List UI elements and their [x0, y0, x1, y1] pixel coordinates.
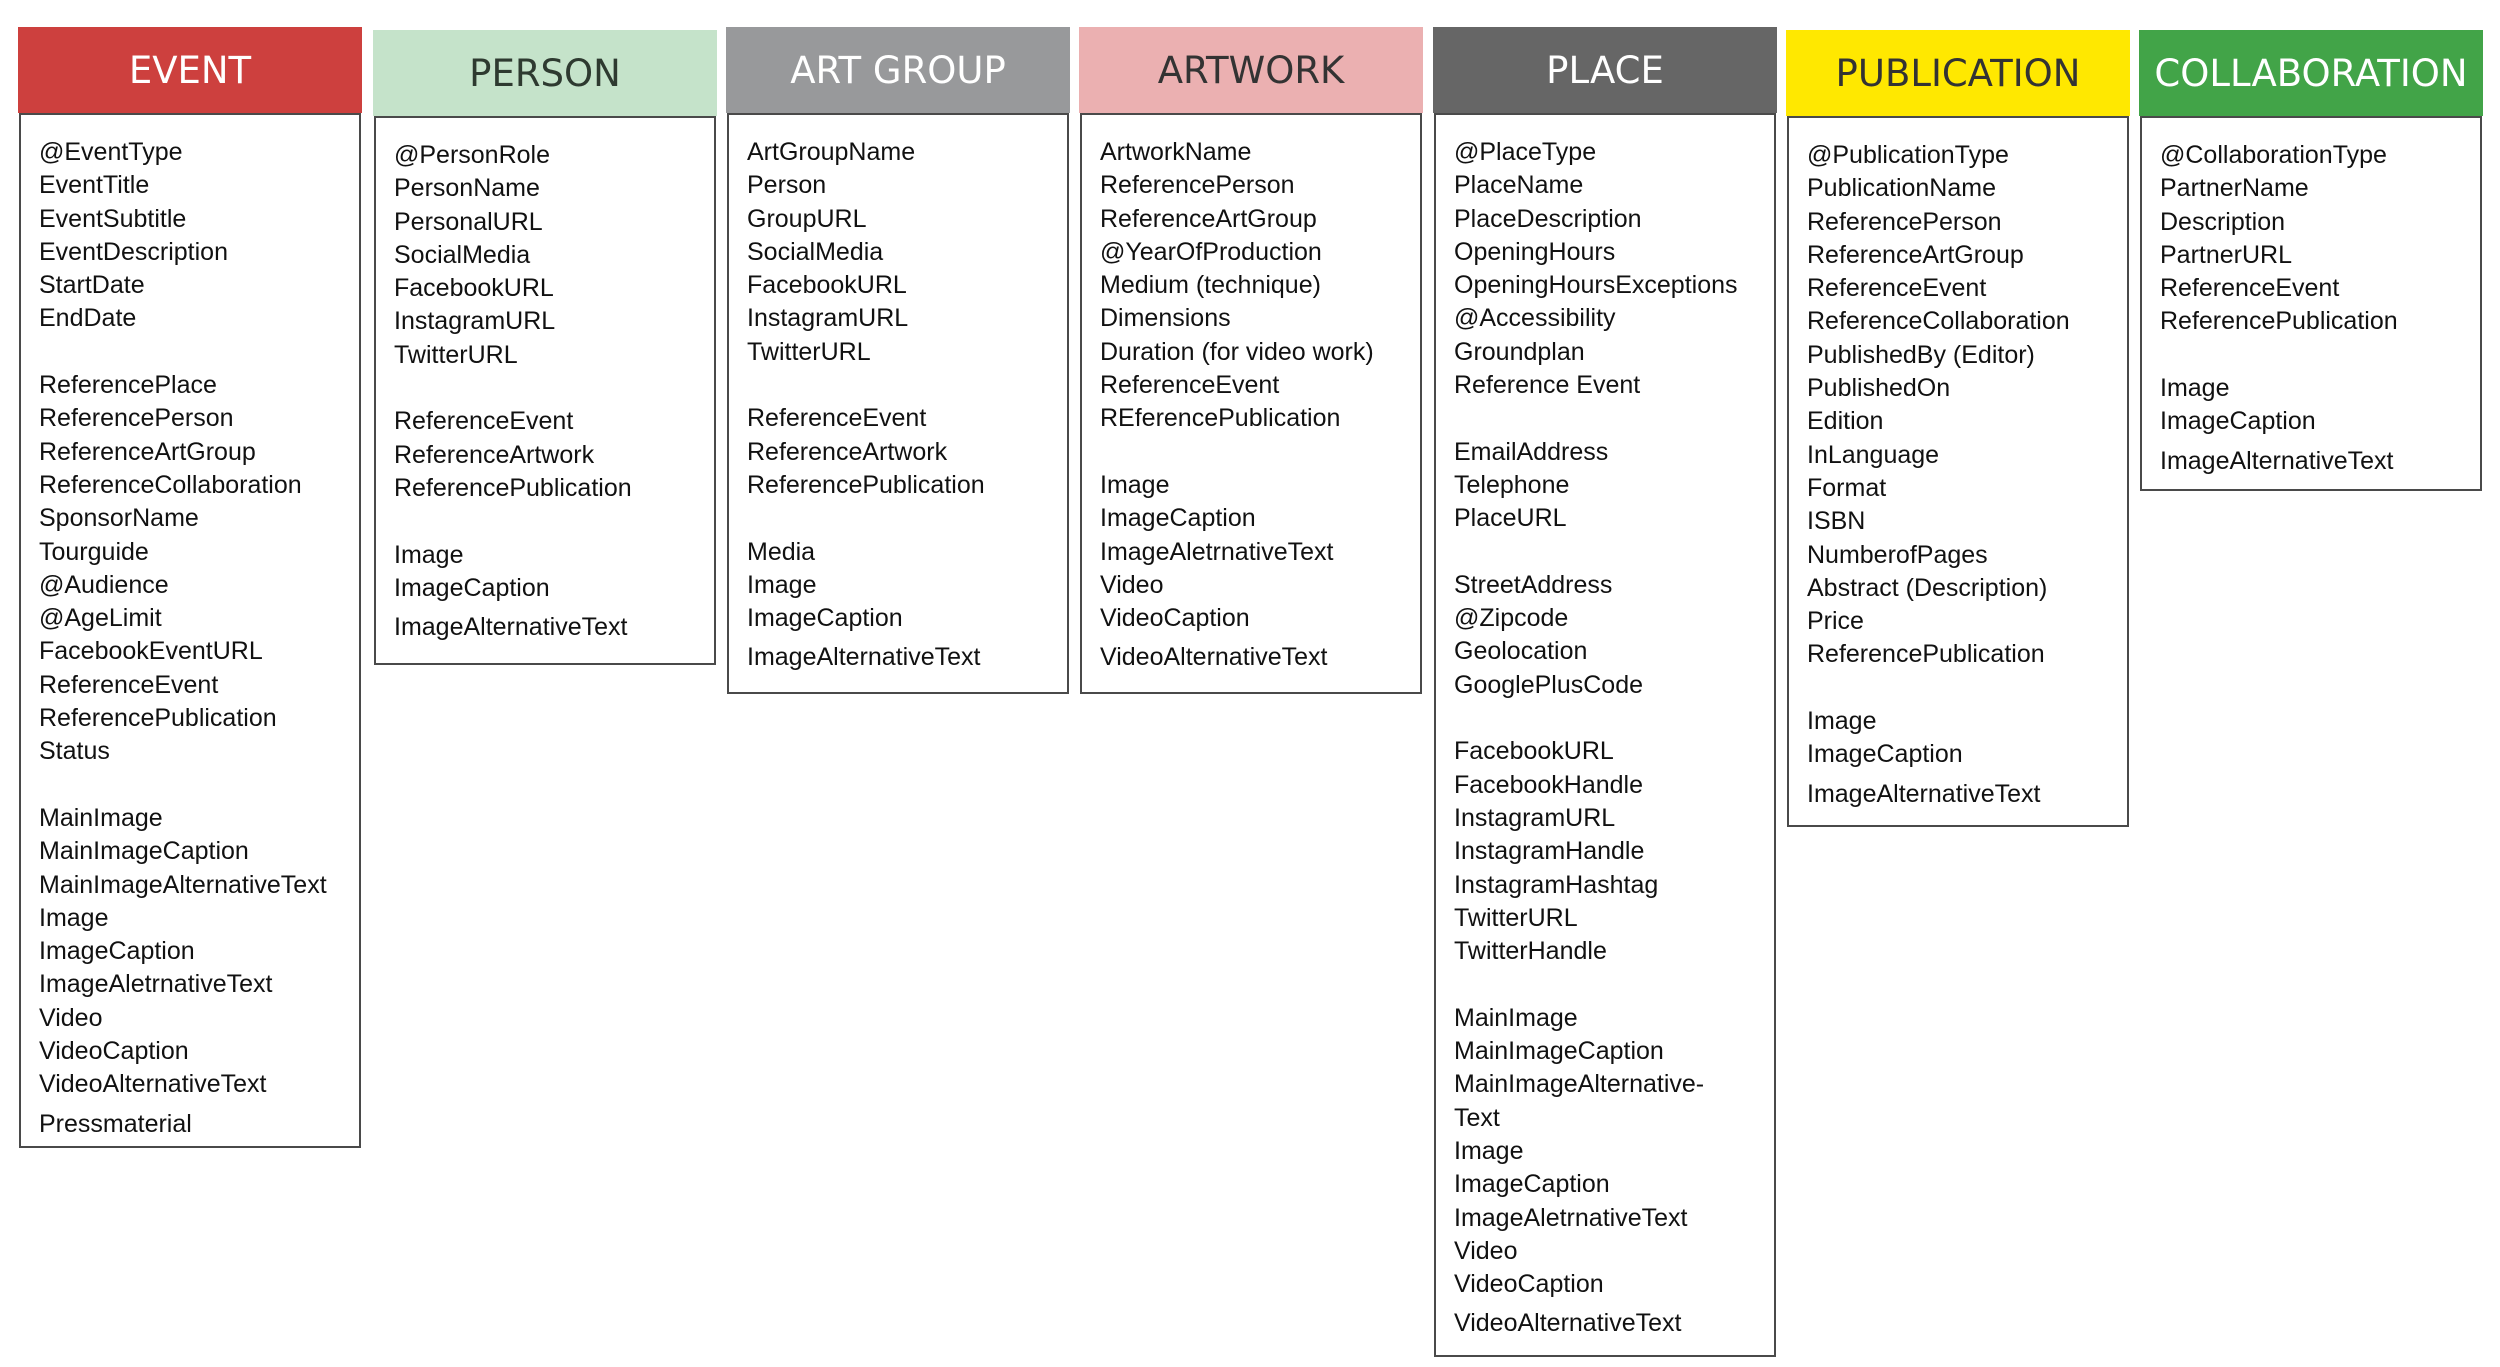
field-item: TwitterHandle — [1454, 937, 1607, 966]
field-item: Person — [747, 171, 827, 200]
field-item: VideoAlternativeText — [1454, 1309, 1682, 1338]
entity-header-publication — [1786, 30, 2130, 116]
field-item: ArtworkName — [1100, 138, 1252, 166]
field-item: ImageCaption — [39, 937, 195, 966]
field-list-place — [1434, 113, 1776, 1357]
field-item: TwitterURL — [747, 337, 871, 366]
entity-title: ART GROUP — [790, 48, 1006, 92]
field-item: ImageCaption — [2160, 407, 2316, 436]
field-item: ReferenceCollaboration — [39, 470, 302, 499]
field-spacer — [1100, 436, 1420, 469]
field-item: ReferencePerson — [1100, 171, 1295, 200]
field-item: MainImageAlternative- — [1454, 1070, 1705, 1099]
field-item: ImageAlternativeText — [2160, 446, 2394, 475]
field-item: Video — [39, 1003, 103, 1032]
field-item: PersonalURL — [394, 207, 543, 236]
field-item: ReferenceArtwork — [394, 440, 595, 469]
field-list-art-group — [727, 113, 1069, 694]
field-item: Reference Event — [1454, 371, 1641, 400]
entity-header-person — [373, 30, 717, 116]
field-item: ImageAlternativeText — [1807, 779, 2041, 808]
field-spacer — [747, 369, 1067, 402]
field-item: PlaceDescription — [1454, 204, 1642, 233]
field-item: GroupURL — [747, 204, 867, 233]
field-item: ReferencePublication — [394, 473, 632, 502]
field-item: MainImage — [39, 803, 163, 832]
field-item: InstagramURL — [1454, 803, 1616, 832]
field-item: @YearOfProduction — [1100, 237, 1322, 266]
field-item: @Zipcode — [1454, 604, 1569, 633]
field-item: InLanguage — [1807, 440, 1940, 469]
entity-title: PERSON — [469, 51, 621, 95]
field-item: SocialMedia — [394, 240, 531, 269]
field-spacer — [1454, 968, 1774, 1001]
field-spacer — [1454, 702, 1774, 735]
field-item: ReferenceEvent — [747, 404, 927, 433]
field-list-person — [374, 116, 716, 665]
field-spacer — [39, 769, 359, 802]
field-item: Image — [1807, 707, 1877, 736]
field-item: FacebookHandle — [1454, 770, 1644, 799]
entity-header-collaboration — [2139, 30, 2483, 116]
field-item: @PersonRole — [394, 141, 551, 169]
field-item: ImageAlternativeText — [747, 643, 981, 672]
field-item: ImageCaption — [394, 573, 550, 602]
field-item: MainImage — [1454, 1003, 1578, 1032]
field-item: ReferencePublication — [2160, 307, 2398, 336]
field-item: Format — [1807, 473, 1887, 502]
field-item: ReferenceArtGroup — [39, 437, 256, 466]
field-item: ImageCaption — [747, 604, 903, 633]
field-item: InstagramURL — [394, 307, 556, 336]
field-list-publication — [1787, 116, 2129, 827]
field-list-artwork — [1080, 113, 1422, 694]
field-item: Groundplan — [1454, 337, 1585, 366]
field-item: EndDate — [39, 304, 137, 333]
field-item: ReferencePerson — [1807, 207, 2002, 236]
field-item: VideoCaption — [1454, 1270, 1604, 1299]
entity-title: PLACE — [1546, 48, 1664, 92]
field-item: ReferenceEvent — [2160, 274, 2340, 303]
field-item: Geolocation — [1454, 637, 1588, 666]
field-item: ImageAletrnativeText — [1454, 1203, 1688, 1232]
field-item: InstagramURL — [747, 304, 909, 333]
field-item: @Audience — [39, 570, 169, 599]
field-spacer — [747, 502, 1067, 535]
field-item: SponsorName — [39, 504, 199, 533]
field-item: FacebookURL — [747, 271, 907, 300]
field-item: REferencePublication — [1100, 404, 1341, 433]
field-list-collaboration — [2140, 116, 2482, 491]
field-item: Medium (technique) — [1100, 271, 1321, 300]
field-item: InstagramHandle — [1454, 837, 1645, 866]
field-spacer — [1454, 402, 1774, 435]
field-item: Video — [1454, 1236, 1518, 1265]
field-item: ReferencePublication — [1807, 640, 2045, 669]
field-item: ReferenceEvent — [39, 670, 219, 699]
field-item: MainImageAlternativeText — [39, 870, 327, 899]
field-item: ReferenceArtGroup — [1100, 204, 1317, 233]
field-item: FacebookURL — [394, 274, 554, 303]
field-item: PlaceURL — [1454, 504, 1567, 533]
field-item: ISBN — [1807, 507, 1866, 536]
field-item: VideoAlternativeText — [1100, 643, 1328, 672]
field-item: Media — [747, 537, 816, 566]
field-item: ReferenceArtGroup — [1807, 240, 2024, 269]
field-spacer — [394, 505, 714, 538]
field-item: PublishedOn — [1807, 374, 1951, 403]
field-item: MainImageCaption — [39, 837, 249, 866]
field-item: Image — [1100, 470, 1170, 499]
field-item: TwitterURL — [394, 340, 518, 369]
field-item: ReferencePerson — [39, 404, 234, 433]
entity-title: COLLABORATION — [2154, 51, 2468, 95]
field-item: FacebookURL — [1454, 737, 1614, 766]
field-item: @EventType — [39, 138, 183, 166]
field-item: ImageCaption — [1807, 740, 1963, 769]
field-item: Image — [1454, 1136, 1524, 1165]
field-item: TwitterURL — [1454, 903, 1578, 932]
field-spacer — [2160, 339, 2480, 372]
field-item: Abstract (Description) — [1807, 573, 2048, 602]
field-item: Status — [39, 737, 110, 766]
field-spacer — [1454, 536, 1774, 569]
field-item: ArtGroupName — [747, 138, 916, 166]
field-item: Image — [394, 540, 464, 569]
entity-title: PUBLICATION — [1835, 51, 2081, 95]
field-item: Tourguide — [39, 537, 149, 566]
field-item: ImageCaption — [1100, 504, 1256, 533]
field-spacer — [394, 372, 714, 405]
field-item: EventDescription — [39, 237, 228, 266]
field-item: VideoCaption — [1100, 604, 1250, 633]
field-item: ReferenceEvent — [394, 407, 574, 436]
field-item: @PublicationType — [1807, 141, 2009, 169]
field-item: PublishedBy (Editor) — [1807, 340, 2035, 369]
entity-header-art-group — [726, 27, 1070, 113]
field-item: PublicationName — [1807, 174, 1996, 203]
field-item: Duration (for video work) — [1100, 337, 1374, 366]
entity-title: ARTWORK — [1157, 48, 1345, 92]
field-item: PartnerName — [2160, 174, 2309, 203]
field-item: SocialMedia — [747, 237, 884, 266]
field-item: ImageAletrnativeText — [1100, 537, 1334, 566]
field-item: OpeningHours — [1454, 237, 1616, 266]
field-item: Dimensions — [1100, 304, 1231, 333]
field-item: ReferenceArtwork — [747, 437, 948, 466]
field-item: Image — [747, 570, 817, 599]
field-item: StreetAddress — [1454, 570, 1613, 599]
field-spacer — [39, 336, 359, 369]
field-item: StartDate — [39, 271, 145, 300]
field-item: NumberofPages — [1807, 540, 1988, 569]
field-item: OpeningHoursExceptions — [1454, 271, 1738, 300]
field-item: VideoAlternativeText — [39, 1070, 267, 1099]
field-item: ReferenceEvent — [1807, 274, 1987, 303]
field-item: Description — [2160, 207, 2286, 236]
field-list-event — [19, 113, 361, 1148]
field-item: ImageCaption — [1454, 1170, 1610, 1199]
field-item: ImageAlternativeText — [394, 613, 628, 642]
field-item: @PlaceType — [1454, 138, 1597, 166]
entity-header-place — [1433, 27, 1777, 113]
field-item: PartnerURL — [2160, 240, 2292, 269]
field-item: Telephone — [1454, 470, 1570, 499]
field-item: PersonName — [394, 174, 540, 203]
field-item: @AgeLimit — [39, 604, 162, 633]
field-item: ReferencePublication — [747, 470, 985, 499]
field-item: Price — [1807, 607, 1864, 636]
field-item: PlaceName — [1454, 171, 1584, 200]
field-item: EmailAddress — [1454, 437, 1609, 466]
entity-header-event — [18, 27, 362, 113]
field-item: VideoCaption — [39, 1037, 189, 1066]
field-item: Pressmaterial — [39, 1109, 192, 1138]
field-item: FacebookEventURL — [39, 637, 263, 666]
field-spacer — [1807, 672, 2127, 705]
field-item: InstagramHashtag — [1454, 870, 1659, 899]
field-item: Image — [39, 903, 109, 932]
field-item: Video — [1100, 570, 1164, 599]
entity-title: EVENT — [128, 48, 252, 92]
field-item: Text — [1454, 1103, 1500, 1132]
entity-header-artwork — [1079, 27, 1423, 113]
field-item: @CollaborationType — [2160, 141, 2387, 169]
field-item: ImageAletrnativeText — [39, 970, 273, 999]
field-item: Edition — [1807, 407, 1884, 436]
field-item: GooglePlusCode — [1454, 670, 1644, 699]
field-item: ReferenceCollaboration — [1807, 307, 2070, 336]
field-item: ReferenceEvent — [1100, 371, 1280, 400]
field-item: ReferencePublication — [39, 704, 277, 733]
field-item: EventTitle — [39, 171, 150, 200]
field-item: MainImageCaption — [1454, 1037, 1664, 1066]
field-item: ReferencePlace — [39, 371, 217, 400]
field-item: @Accessibility — [1454, 304, 1616, 333]
field-item: Image — [2160, 374, 2230, 403]
field-item: EventSubtitle — [39, 204, 187, 233]
